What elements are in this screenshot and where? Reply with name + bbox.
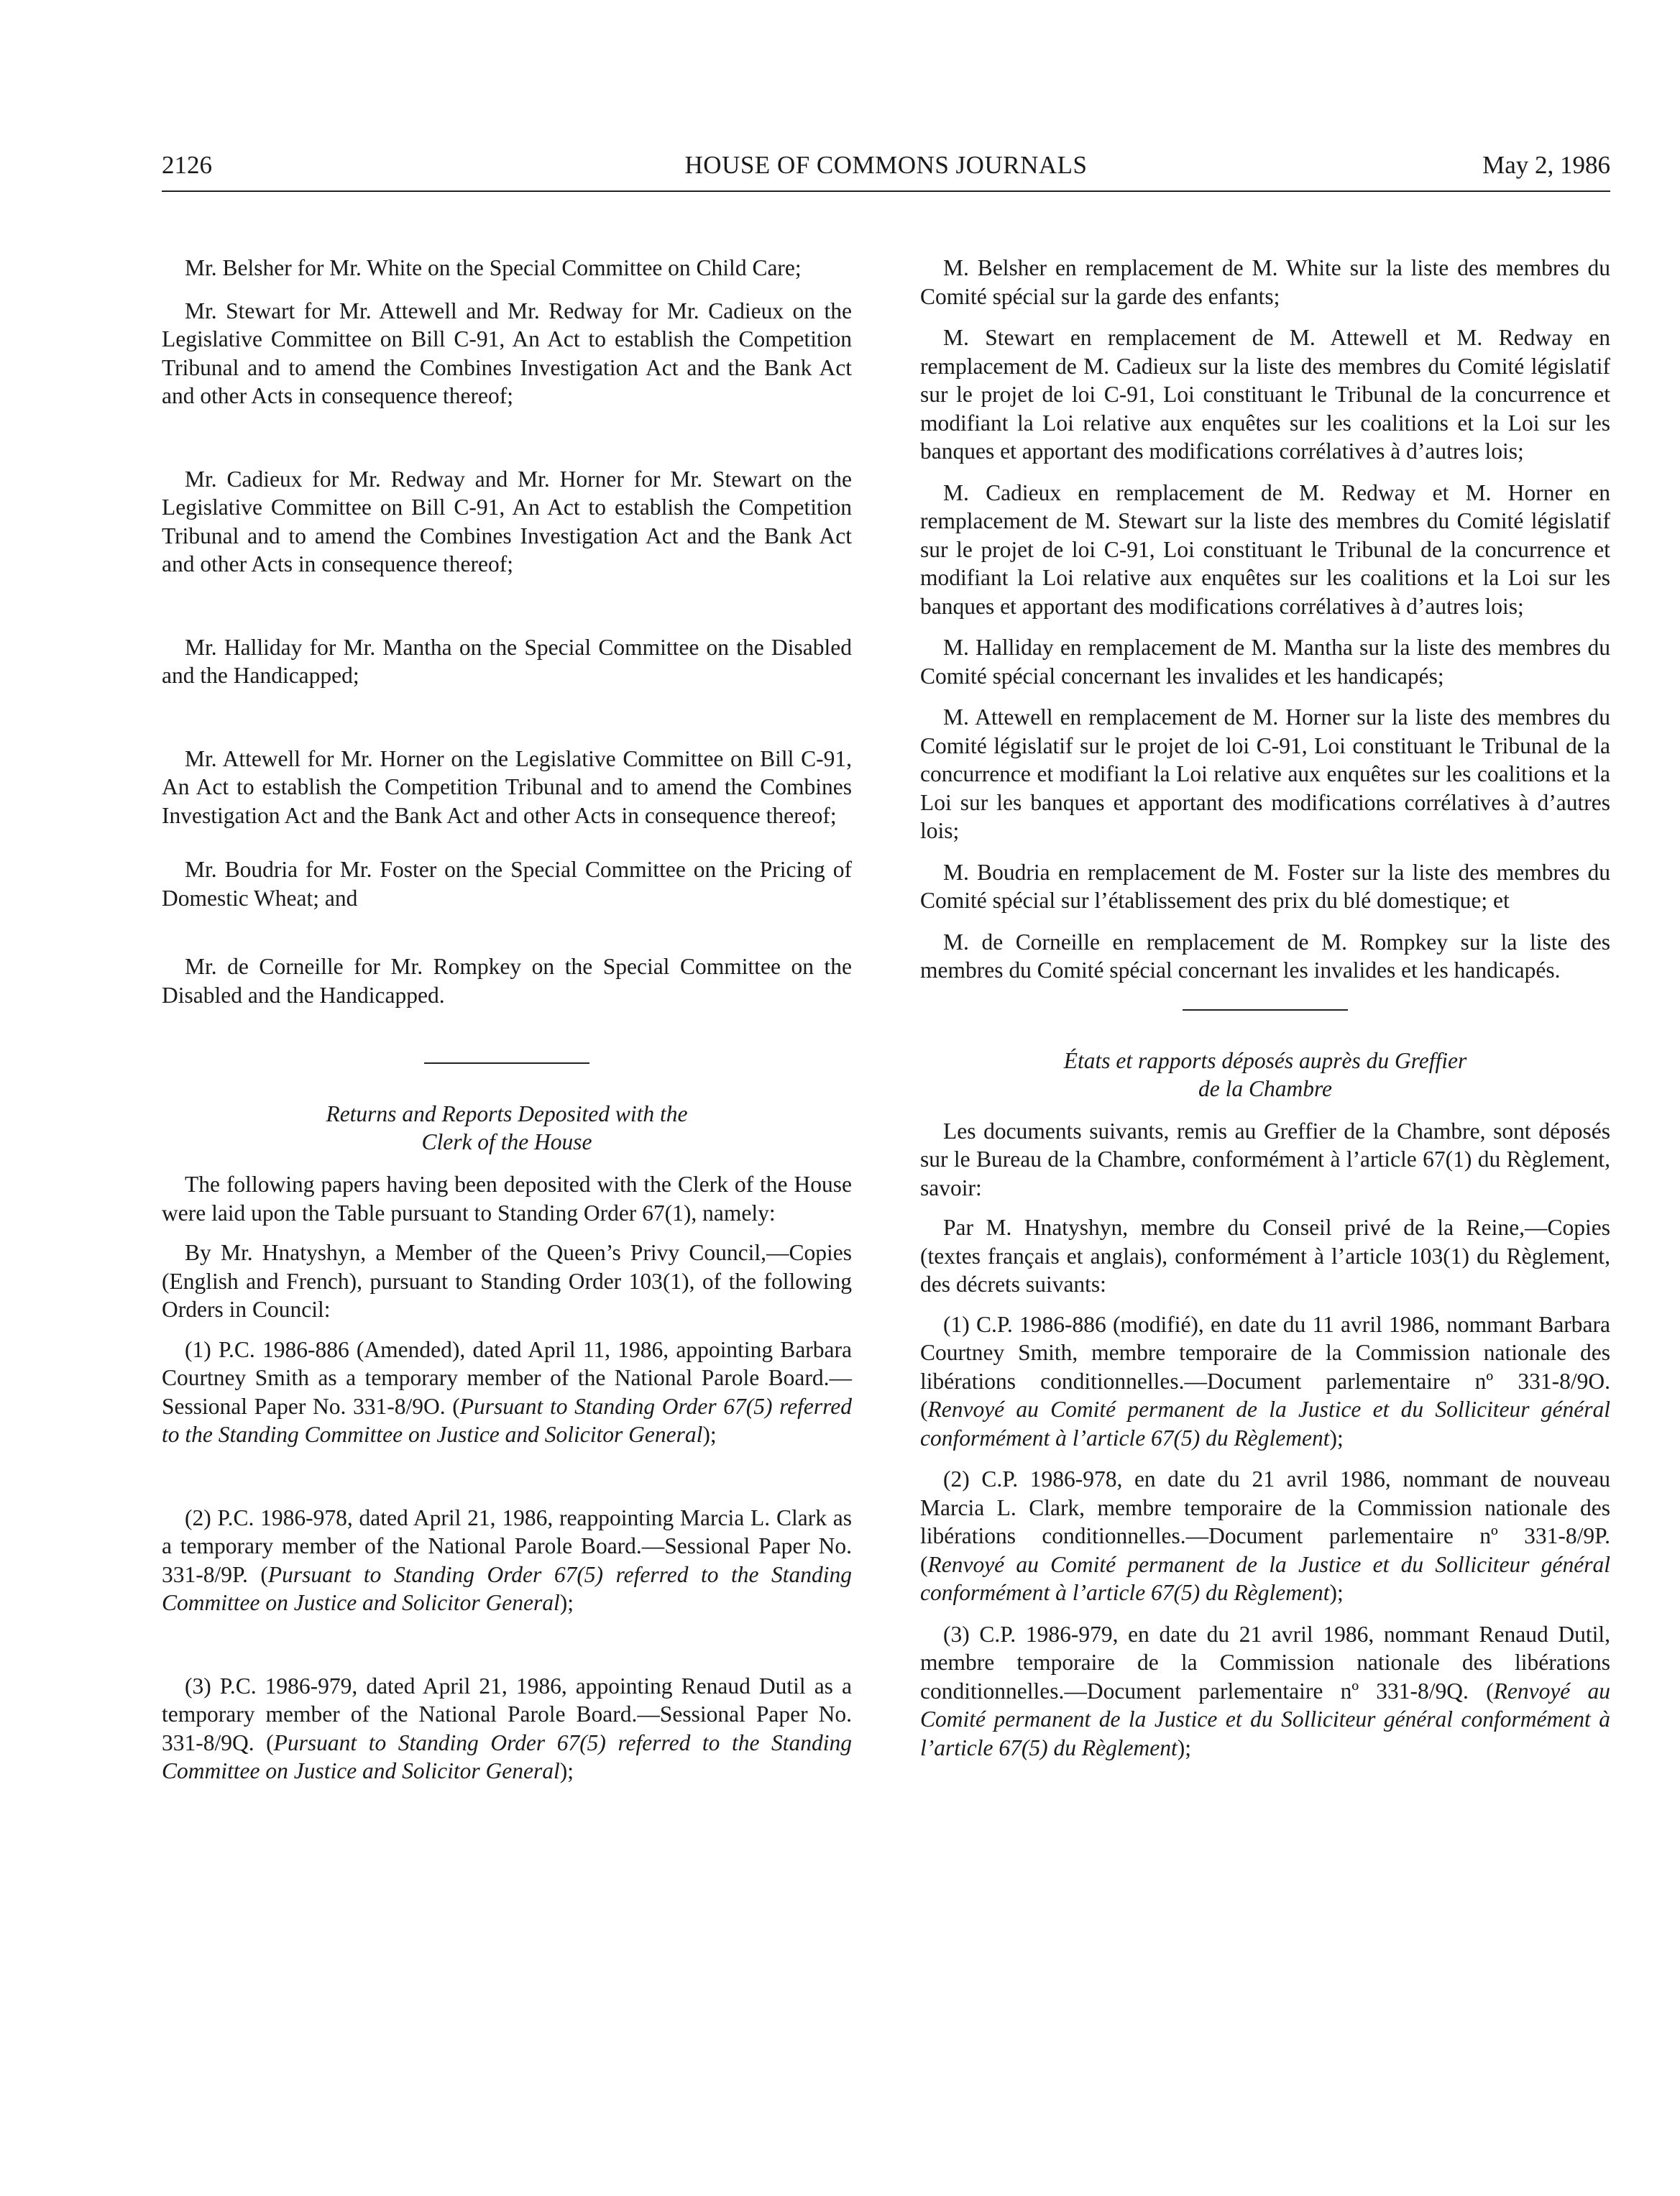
order-text: (1) C.P. 1986-886 (modifié), en date du 11 avril 1986, nommant Barbara Courtney Smith, membre temporaire de la Commission nationale des libérations conditionnelles.—Document parlementaire nº 331-8/9O. ( xyxy=(920,1311,1610,1422)
order-text: (1) P.C. 1986-886 (Amended), dated April 11, 1986, appointing Barbara Courtney Smith as a temporary member of the National Parole Board.—Sessional Paper No. 331-8/9O. ( xyxy=(162,1336,852,1419)
order-in-council-item xyxy=(162,1336,852,1449)
substitution-paragraph: M. Halliday en remplacement de M. Mantha sur la liste des membres du Comité spécial concernant les invalides et les handicapés; xyxy=(920,635,1610,689)
substitution-paragraph: Mr. Cadieux for Mr. Redway and Mr. Horner for Mr. Stewart on the Legislative Committee on Bill C-91, An Act to establish the Competition Tribunal and to amend the Combines Investigation Act and the Bank Act and other Acts in consequence thereof; xyxy=(162,466,852,576)
order-close: ); xyxy=(702,1422,717,1447)
order-text: (3) P.C. 1986-979, dated April 21, 1986, appointing Renaud Dutil as a temporary member of the National Parole Board.—Sessional Paper No. 331-8/9Q. ( xyxy=(162,1673,852,1755)
substitution-paragraph: Mr. Belsher for Mr. White on the Special Committee on Child Care; xyxy=(185,255,802,280)
order-in-council-item xyxy=(920,1465,1610,1607)
substitution-paragraph: M. Boudria en remplacement de M. Foster sur la liste des membres du Comité spécial sur l’établissement des prix du blé domestique; et xyxy=(920,859,1610,913)
intro-paragraph: Les documents suivants, remis au Greffier de la Chambre, sont déposés sur le Bureau de la Chambre, conformément à l’article 67(1) du Règlement, savoir: xyxy=(920,1118,1610,1200)
order-text: (2) P.C. 1986-978, dated April 21, 1986, reappointing Marcia L. Clark as a temporary member of the National Parole Board.—Sessional Paper No. 331-8/9P. ( xyxy=(162,1504,852,1587)
minister-paragraph: Par M. Hnatyshyn, membre du Conseil privé de la Reine,—Copies (textes français et anglais), conformément à l’article 103(1) du Règlement, des décrets suivants: xyxy=(920,1215,1610,1297)
section-heading-line: États et rapports déposés auprès du Greffier xyxy=(1063,1047,1467,1073)
order-close: ); xyxy=(559,1590,574,1615)
order-referral: Renvoyé au Comité permanent de la Justice et du Solliciteur général conformément à l’article 67(5) du Règlement xyxy=(920,1551,1610,1605)
section-heading xyxy=(920,1047,1610,1103)
order-close: ); xyxy=(1177,1735,1192,1760)
journal-title: HOUSE OF COMMONS JOURNALS xyxy=(684,151,1088,179)
substitution-paragraph: Mr. Stewart for Mr. Attewell and Mr. Redway for Mr. Cadieux on the Legislative Committee on Bill C-91, An Act to establish the Competition Tribunal and to amend the Combines Investigation Act and the Bank Act and other Acts in consequence thereof; xyxy=(162,298,852,408)
substitution-paragraph: Mr. de Corneille for Mr. Rompkey on the Special Committee on the Disabled and the Handicapped. xyxy=(162,954,852,1008)
english-column xyxy=(162,254,852,1786)
minister-paragraph: By Mr. Hnatyshyn, a Member of the Queen’s Privy Council,—Copies (English and French), pursuant to Standing Order 103(1), of the following Orders in Council: xyxy=(162,1240,852,1322)
substitution-paragraph: Mr. Boudria for Mr. Foster on the Special Committee on the Pricing of Domestic Wheat; and xyxy=(162,857,852,911)
journal-date: May 2, 1986 xyxy=(1482,151,1610,179)
order-in-council-item xyxy=(162,1504,852,1617)
substitution-paragraph: M. Belsher en remplacement de M. White sur la liste des membres du Comité spécial sur la garde des enfants; xyxy=(920,255,1610,309)
order-referral: Renvoyé au Comité permanent de la Justice et du Solliciteur général conformément à l’article 67(5) du Règlement xyxy=(920,1678,1610,1760)
order-referral: Renvoyé au Comité permanent de la Justice et du Solliciteur général conformément à l’article 67(5) du Règlement xyxy=(920,1397,1610,1451)
order-in-council-item xyxy=(920,1620,1610,1763)
french-column xyxy=(920,254,1610,1775)
section-heading xyxy=(162,1100,852,1156)
order-text: (2) C.P. 1986-978, en date du 21 avril 1986, nommant de nouveau Marcia L. Clark, membre temporaire de la Commission nationale des libérations conditionnelles.—Document parlementaire nº 331-8/9P. ( xyxy=(920,1466,1610,1577)
section-heading-line: Clerk of the House xyxy=(421,1129,592,1154)
order-close: ); xyxy=(559,1758,574,1783)
section-heading-line: Returns and Reports Deposited with the xyxy=(326,1101,688,1126)
intro-paragraph: The following papers having been deposited with the Clerk of the House were laid upon the Table pursuant to Standing Order 67(1), namely: xyxy=(162,1172,852,1226)
page-number: 2126 xyxy=(162,151,212,179)
journal-page xyxy=(162,147,1610,2160)
order-referral: Pursuant to Standing Order 67(5) referred to the Standing Committee on Justice and Solicitor General xyxy=(162,1729,852,1783)
order-in-council-item xyxy=(162,1672,852,1786)
substitution-paragraph: M. Stewart en remplacement de M. Attewell et M. Redway en remplacement de M. Cadieux sur la liste des membres du Comité législatif sur le projet de loi C-91, Loi constituant le Tribunal de la concurrence et modifiant la Loi relative aux enquêtes sur les coalitions et la Loi sur les banques et apportant des modifications corrélatives à d’autres lois; xyxy=(920,325,1610,464)
substitution-paragraph: Mr. Attewell for Mr. Horner on the Legislative Committee on Bill C-91, An Act to establish the Competition Tribunal and to amend the Combines Investigation Act and the Bank Act and other Acts in consequence thereof; xyxy=(162,745,852,828)
substitution-paragraph: M. de Corneille en remplacement de M. Rompkey sur la liste des membres du Comité spécial concernant les invalides et les handicapés. xyxy=(920,929,1610,983)
order-in-council-item xyxy=(920,1310,1610,1453)
order-referral: Pursuant to Standing Order 67(5) referred to the Standing Committee on Justice and Solicitor General xyxy=(162,1393,852,1447)
order-close: ); xyxy=(1329,1425,1344,1451)
order-referral: Pursuant to Standing Order 67(5) referred to the Standing Committee on Justice and Solicitor General xyxy=(162,1561,852,1615)
section-heading-line: de la Chambre xyxy=(1198,1075,1333,1101)
substitution-paragraph: M. Attewell en remplacement de M. Horner sur la liste des membres du Comité législatif sur le projet de loi C-91, Loi constituant le Tribunal de la concurrence et modifiant la Loi relative aux enquêtes sur les coalitions et la Loi sur les banques et apportant des modifications corrélatives à d’autres lois; xyxy=(920,704,1610,843)
page-header xyxy=(162,147,1610,192)
order-text: (3) C.P. 1986-979, en date du 21 avril 1986, nommant Renaud Dutil, membre temporaire de la Commission nationale des libérations conditionnelles.—Document parlementaire nº 331-8/9Q. ( xyxy=(920,1621,1610,1704)
order-close: ); xyxy=(1329,1580,1344,1605)
substitution-paragraph: Mr. Halliday for Mr. Mantha on the Special Committee on the Disabled and the Handicapped; xyxy=(162,634,852,688)
substitution-paragraph: M. Cadieux en remplacement de M. Redway et M. Horner en remplacement de M. Stewart sur la liste des membres du Comité législatif sur le projet de loi C-91, Loi constituant le Tribunal de la concurrence et modifiant la Loi relative aux enquêtes sur les coalitions et la Loi sur les banques et apportant des modifications corrélatives à d’autres lois; xyxy=(920,479,1610,619)
